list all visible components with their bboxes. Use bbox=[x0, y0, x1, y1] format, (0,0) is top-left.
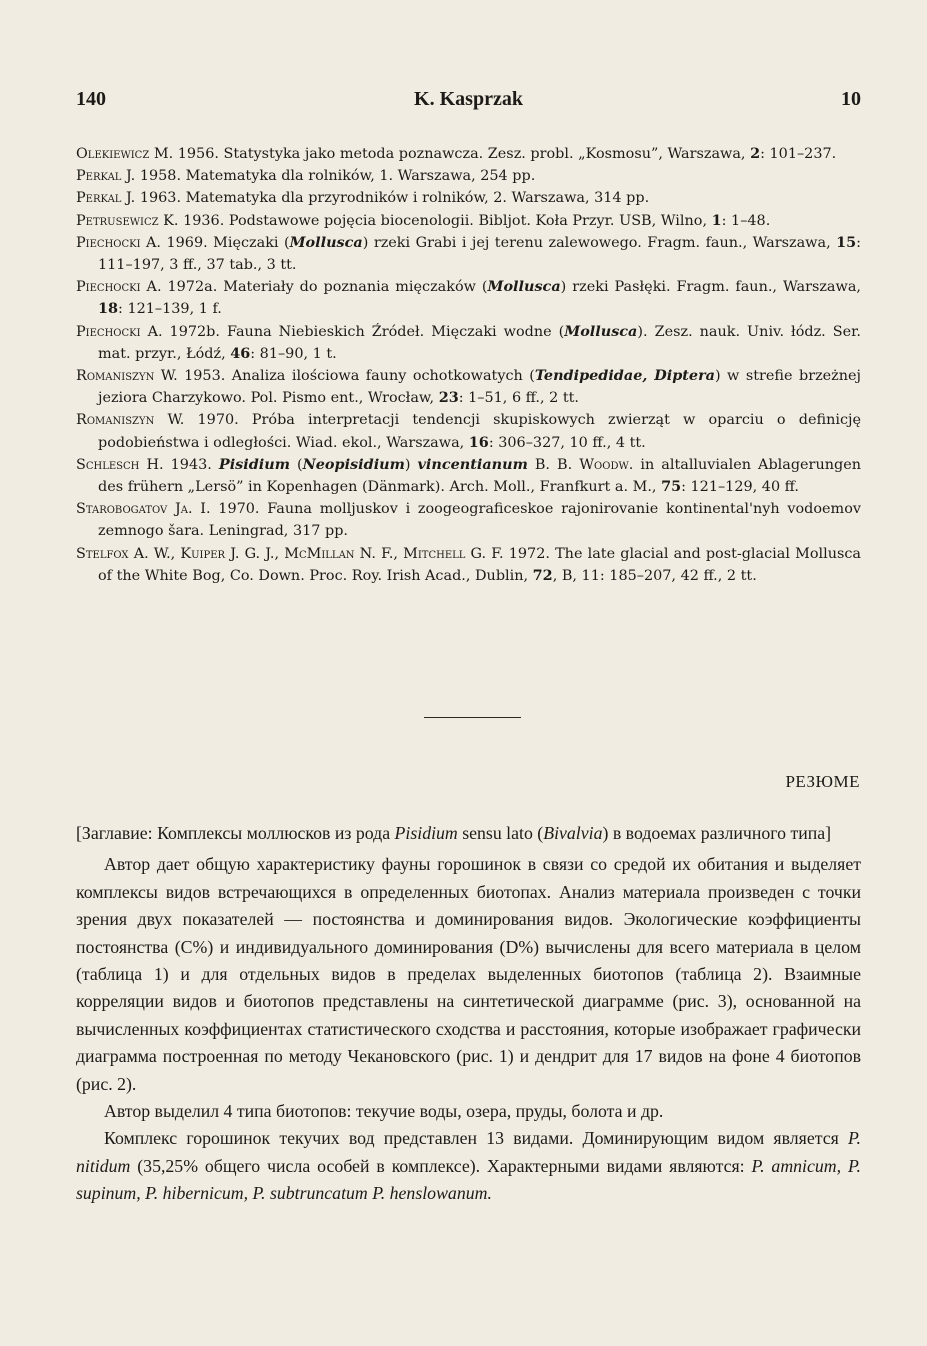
reference-entry: Perkal J. 1963. Matematyka dla przyrodników i rolników, 2. Warszawa, 314 pp. bbox=[76, 190, 650, 207]
reference-list bbox=[76, 143, 861, 587]
reference-entry: Schlesch H. 1943. Pisidium (Neopisidium) vincentianum B. B. Woodw. in altalluvialen Ablagerungen des frühern „Lersö” in Kopenhagen (Dänmark). Arch. Moll., Franfkurt a. M., 75: 121–129, 40 ff. bbox=[76, 455, 861, 496]
reference-entry: Petrusewicz K. 1936. Podstawowe pojęcia biocenologii. Bibljot. Koła Przyr. USB, Wilno, 1: 1–48. bbox=[76, 211, 771, 229]
running-head: K. Kasprzak bbox=[414, 88, 523, 110]
resume-title: [Заглавие: Комплексы моллюсков из рода Pisidium sensu lato (Bivalvia) в водоемах различного типа] bbox=[76, 823, 832, 843]
resume-paragraph: Автор дает общую характеристику фауны горошинок в связи со средой их обитания и выделяет комплексы видов встречающихся в определенных биотопах. Анализ материала произведен с точки зрения двух показателей — постоянства и доминирования видов. Экологические коэффициенты постоянства (C%) и индивидуального доминирования (D%) вычислены для всего материала в целом (таблица 1) и для отдельных видов в пределах выделенных биотопов (таблица 2). Взаимные корреляции видов и биотопов представлены на синтетической диаграмме (рис. 3), основанной на вычисленных коэффициентах статистического сходства и расстояния, которые изображает графически диаграмма построенная по методу Чекановского (рис. 1) и дендрит для 17 видов на фоне 4 биотопов (рис. 2). bbox=[76, 854, 861, 1094]
reference-entry: Starobogatov Ja. I. 1970. Fauna molljuskov i zoogeograficeskoe rajonirovanie kontinental'nyh vodoemov zemnogo šara. Leningrad, 317 pp. bbox=[76, 501, 861, 540]
reference-entry: Olekiewicz M. 1956. Statystyka jako metoda poznawcza. Zesz. probl. „Kosmosu”, Warszawa, 2: 101–237. bbox=[76, 145, 837, 162]
issue-number: 10 bbox=[841, 88, 861, 110]
section-divider bbox=[424, 717, 521, 718]
reference-entry: Romaniszyn W. 1953. Analiza ilościowa fauny ochotkowatych (Tendipedidae, Diptera) w strefie brzeżnej jeziora Charzykowo. Pol. Pismo ent., Wrocław, 23: 1–51, 6 ff., 2 tt. bbox=[76, 367, 861, 407]
reference-entry: Stelfox A. W., Kuiper J. G. J., McMillan N. F., Mitchell G. F. 1972. The late glacial and post-glacial Mollusca of the White Bog, Co. Down. Proc. Roy. Irish Acad., Dublin, 72, B, 11: 185–207, 42 ff., 2 tt. bbox=[76, 545, 862, 584]
resume-paragraph: Автор выделил 4 типа биотопов: текучие воды, озера, пруды, болота и др. bbox=[104, 1101, 664, 1122]
resume-paragraph: Комплекс горошинок текучих вод представлен 13 видами. Доминирующим видом является P. nitidum (35,25% общего числа особей в комплексе). Характерными видами являются: P. amnicum, P. supinum, P. hibernicum, P. subtruncatum P. henslowanum. bbox=[76, 1128, 861, 1204]
resume-body bbox=[76, 820, 861, 1208]
reference-entry: Perkal J. 1958. Matematyka dla rolników, 1. Warszawa, 254 pp. bbox=[76, 168, 536, 185]
reference-entry: Romaniszyn W. 1970. Próba interpretacji tendencji skupiskowych zwierząt w oparciu o definicję podobieństwa i odległości. Wiad. ekol., Warszawa, 16: 306–327, 10 ff., 4 tt. bbox=[76, 412, 861, 451]
resume-heading: РЕЗЮМЕ bbox=[785, 772, 860, 791]
reference-entry: Piechocki A. 1969. Mięczaki (Mollusca) rzeki Grabi i jej terenu zalewowego. Fragm. faun., Warszawa, 15: 111–197, 3 ff., 37 tab., 3 tt. bbox=[76, 233, 862, 274]
reference-entry: Piechocki A. 1972a. Materiały do poznania mięczaków (Mollusca) rzeki Pasłęki. Fragm. faun., Warszawa, 18: 121–139, 1 f. bbox=[76, 278, 861, 318]
page-header bbox=[76, 88, 861, 118]
page-number: 140 bbox=[76, 88, 106, 110]
reference-entry: Piechocki A. 1972b. Fauna Niebieskich Źródeł. Mięczaki wodne (Mollusca). Zesz. nauk. Univ. łódz. Ser. mat. przyr., Łódź, 46: 81–90, 1 t. bbox=[76, 322, 861, 362]
